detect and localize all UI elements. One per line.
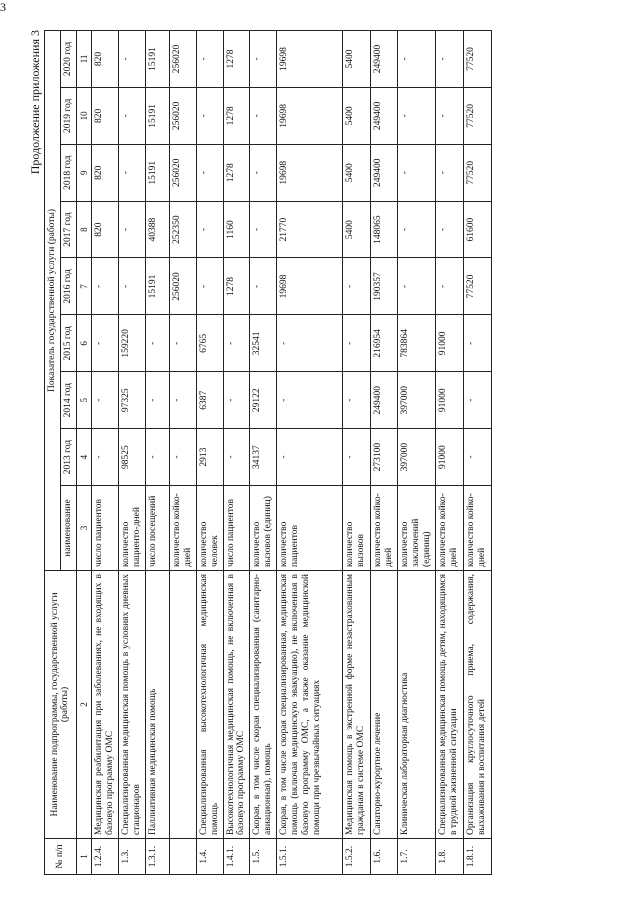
value-cell: 21770 xyxy=(277,201,343,258)
table-row xyxy=(196,31,223,875)
indicator-name-cell: количество человек xyxy=(196,486,223,571)
indicator-name-cell: число пациентов xyxy=(223,486,250,571)
year-header: 2015 год xyxy=(60,315,76,372)
column-number: 6 xyxy=(76,315,91,372)
year-header: 2016 год xyxy=(60,258,76,315)
value-cell: - xyxy=(196,201,223,258)
value-cell: 1160 xyxy=(223,201,250,258)
value-cell: - xyxy=(145,429,169,486)
value-cell: - xyxy=(435,201,463,258)
value-cell: 159220 xyxy=(119,315,146,372)
program-name-cell: Скорая, в том числе скорая специализированная (санитарно-авиационная), помощь xyxy=(250,571,277,839)
table-row xyxy=(343,31,371,875)
value-cell: 15191 xyxy=(145,258,169,315)
value-cell: - xyxy=(435,144,463,201)
value-cell: - xyxy=(398,201,436,258)
table-row xyxy=(92,31,119,875)
row-number-cell: 1.3. xyxy=(119,839,146,875)
year-header: 2020 год xyxy=(60,31,76,88)
value-cell: 91000 xyxy=(435,429,463,486)
value-cell: 15191 xyxy=(145,87,169,144)
value-cell: - xyxy=(119,144,146,201)
value-cell: - xyxy=(250,258,277,315)
program-name-cell: Специализированная медицинская помощь детям, находящимся в трудной жизненной ситуации xyxy=(435,571,463,839)
column-number: 7 xyxy=(76,258,91,315)
column-number: 3 xyxy=(76,486,91,571)
value-cell: - xyxy=(250,201,277,258)
value-cell: 273100 xyxy=(371,429,398,486)
table-body xyxy=(92,31,492,875)
value-cell: - xyxy=(435,87,463,144)
table-row xyxy=(169,31,196,875)
value-cell: 29122 xyxy=(250,372,277,429)
indicator-name-cell: число пациентов xyxy=(92,486,119,571)
row-number-cell: 1.8.1. xyxy=(463,839,491,875)
value-cell: - xyxy=(196,87,223,144)
year-header: 2017 год xyxy=(60,201,76,258)
value-cell: 249400 xyxy=(371,87,398,144)
col-name-header: наименование xyxy=(60,486,76,571)
value-cell: - xyxy=(250,31,277,88)
page-number: 3 xyxy=(0,0,6,14)
value-cell: 1278 xyxy=(223,87,250,144)
year-header: 2018 год xyxy=(60,144,76,201)
value-cell: 15191 xyxy=(145,144,169,201)
program-name-cell: Организация круглосуточного приема, содержания, выхаживания и воспитания детей xyxy=(463,571,491,839)
continuation-label: Продолжение приложения 3 xyxy=(28,30,42,175)
indicator-name-cell: количество пациенто-дней xyxy=(119,486,146,571)
indicator-name-cell: количество заключений (единиц) xyxy=(398,486,436,571)
column-number: 4 xyxy=(76,429,91,486)
value-cell: 77520 xyxy=(463,144,491,201)
column-number: 11 xyxy=(76,31,91,88)
indicator-name-cell: количество койко-дней xyxy=(463,486,491,571)
value-cell: 397000 xyxy=(398,372,436,429)
value-cell: - xyxy=(196,258,223,315)
value-cell: - xyxy=(277,429,343,486)
value-cell: - xyxy=(223,372,250,429)
indicator-name-cell: количество вызовов xyxy=(343,486,371,571)
value-cell: 216954 xyxy=(371,315,398,372)
table-row xyxy=(371,31,398,875)
value-cell: 77520 xyxy=(463,258,491,315)
value-cell: - xyxy=(250,144,277,201)
value-cell: - xyxy=(119,87,146,144)
value-cell: 5400 xyxy=(343,201,371,258)
value-cell: 256020 xyxy=(169,258,196,315)
value-cell: 820 xyxy=(92,87,119,144)
value-cell: - xyxy=(92,258,119,315)
indicator-name-cell: количество пациентов xyxy=(277,486,343,571)
indicator-name-cell: количество вызовов (единиц) xyxy=(250,486,277,571)
value-cell: - xyxy=(343,258,371,315)
value-cell: 397000 xyxy=(398,429,436,486)
value-cell: - xyxy=(343,372,371,429)
table-row xyxy=(463,31,491,875)
value-cell: - xyxy=(463,315,491,372)
value-cell: 256020 xyxy=(169,144,196,201)
value-cell: - xyxy=(343,315,371,372)
value-cell: 249400 xyxy=(371,31,398,88)
value-cell: 820 xyxy=(92,31,119,88)
value-cell: 820 xyxy=(92,201,119,258)
table-row xyxy=(223,31,250,875)
value-cell: 15191 xyxy=(145,31,169,88)
value-cell: 77520 xyxy=(463,31,491,88)
year-header: 2019 год xyxy=(60,87,76,144)
value-cell: - xyxy=(435,258,463,315)
value-cell: - xyxy=(463,372,491,429)
value-cell: - xyxy=(119,31,146,88)
table-row xyxy=(145,31,169,875)
value-cell: - xyxy=(398,144,436,201)
value-cell: - xyxy=(435,31,463,88)
program-name-cell: Скорая, в том числе скорая специализированная, медицинская помощь (включая медицинскую эвакуацию), не включенная в базовую программу ОМС, а также оказание медицинской помощи при чрезвычайных ситуациях xyxy=(277,571,343,839)
row-number-cell: 1.4.1. xyxy=(223,839,250,875)
value-cell: - xyxy=(169,315,196,372)
year-header: 2013 год xyxy=(60,429,76,486)
value-cell: 1278 xyxy=(223,31,250,88)
year-header: 2014 год xyxy=(60,372,76,429)
value-cell: - xyxy=(145,315,169,372)
value-cell: 256020 xyxy=(169,87,196,144)
table-row xyxy=(277,31,343,875)
value-cell: - xyxy=(169,429,196,486)
value-cell: - xyxy=(223,429,250,486)
program-name-cell: Санаторно-курортное лечение xyxy=(371,571,398,839)
column-number: 9 xyxy=(76,144,91,201)
table-row xyxy=(435,31,463,875)
value-cell: 252350 xyxy=(169,201,196,258)
row-number-cell xyxy=(169,839,196,875)
value-cell: 77520 xyxy=(463,87,491,144)
value-cell: 249400 xyxy=(371,372,398,429)
value-cell: 783864 xyxy=(398,315,436,372)
value-cell: 2913 xyxy=(196,429,223,486)
row-number-cell: 1.3.1. xyxy=(145,839,169,875)
program-name-cell: Паллиативная медицинская помощь xyxy=(145,571,169,839)
value-cell: 190357 xyxy=(371,258,398,315)
col-number-header: № п/п xyxy=(45,839,77,875)
table-row xyxy=(398,31,436,875)
indicator-name-cell: количество койко-дней xyxy=(371,486,398,571)
program-name-cell: Специализированная высокотехнологичная медицинская помощь xyxy=(196,571,223,839)
value-cell: 5400 xyxy=(343,144,371,201)
value-cell: 5400 xyxy=(343,31,371,88)
table-row xyxy=(119,31,146,875)
value-cell: 249400 xyxy=(371,144,398,201)
value-cell: 19698 xyxy=(277,31,343,88)
row-number-cell: 1.8. xyxy=(435,839,463,875)
value-cell: - xyxy=(92,372,119,429)
table-row xyxy=(250,31,277,875)
indicator-name-cell: число посещений xyxy=(145,486,169,571)
value-cell: 91000 xyxy=(435,372,463,429)
value-cell: 820 xyxy=(92,144,119,201)
value-cell: - xyxy=(223,315,250,372)
value-cell: 97325 xyxy=(119,372,146,429)
program-name-cell: Специализированная медицинская помощь в условиях дневных стационаров xyxy=(119,571,146,839)
value-cell: - xyxy=(398,87,436,144)
value-cell: 6387 xyxy=(196,372,223,429)
row-number-cell: 1.4. xyxy=(196,839,223,875)
rotated-page xyxy=(28,30,616,875)
value-cell: 19698 xyxy=(277,258,343,315)
column-number: 2 xyxy=(76,571,91,839)
value-cell: - xyxy=(119,258,146,315)
value-cell: 91000 xyxy=(435,315,463,372)
value-cell: - xyxy=(463,429,491,486)
indicators-table xyxy=(44,30,492,875)
value-cell: 98525 xyxy=(119,429,146,486)
value-cell: 32541 xyxy=(250,315,277,372)
program-name-cell xyxy=(169,571,196,839)
row-number-cell: 1.2.4. xyxy=(92,839,119,875)
indicator-name-cell: количество койко-дней xyxy=(169,486,196,571)
value-cell: 19698 xyxy=(277,87,343,144)
value-cell: 34137 xyxy=(250,429,277,486)
value-cell: 256020 xyxy=(169,31,196,88)
value-cell: 1278 xyxy=(223,144,250,201)
value-cell: 61600 xyxy=(463,201,491,258)
value-cell: - xyxy=(277,372,343,429)
value-cell: - xyxy=(398,31,436,88)
value-cell: 40388 xyxy=(145,201,169,258)
value-cell: - xyxy=(277,315,343,372)
program-name-cell: Медицинская реабилитация при заболеваниях, не входящих в базовую программу ОМС xyxy=(92,571,119,839)
value-cell: - xyxy=(196,144,223,201)
value-cell: - xyxy=(92,315,119,372)
value-cell: - xyxy=(196,31,223,88)
value-cell: - xyxy=(343,429,371,486)
column-number: 1 xyxy=(76,839,91,875)
value-cell: 5400 xyxy=(343,87,371,144)
value-cell: 1278 xyxy=(223,258,250,315)
value-cell: - xyxy=(398,258,436,315)
row-number-cell: 1.7. xyxy=(398,839,436,875)
value-cell: - xyxy=(250,87,277,144)
value-cell: - xyxy=(119,201,146,258)
value-cell: 19698 xyxy=(277,144,343,201)
indicator-group-header: Показатель государственной услуги (работы) xyxy=(45,31,61,571)
value-cell: 148065 xyxy=(371,201,398,258)
column-number: 5 xyxy=(76,372,91,429)
value-cell: - xyxy=(92,429,119,486)
indicator-name-cell: количество койко-дней xyxy=(435,486,463,571)
row-number-cell: 1.5.1. xyxy=(277,839,343,875)
value-cell: 6765 xyxy=(196,315,223,372)
program-name-cell: Медицинская помощь в экстренной форме незастрахованным гражданам в системе ОМС xyxy=(343,571,371,839)
column-number: 8 xyxy=(76,201,91,258)
row-number-cell: 1.5.2. xyxy=(343,839,371,875)
value-cell: - xyxy=(169,372,196,429)
program-name-cell: Клиническая лабораторная диагностика xyxy=(398,571,436,839)
program-name-cell: Высокотехнологичная медицинская помощь, не включенная в базовую программу ОМС xyxy=(223,571,250,839)
col-program-header: Наименование подпрограммы, государственной услуги (работы) xyxy=(45,571,77,839)
row-number-cell: 1.5. xyxy=(250,839,277,875)
column-number: 10 xyxy=(76,87,91,144)
row-number-cell: 1.6. xyxy=(371,839,398,875)
value-cell: - xyxy=(145,372,169,429)
column-numbers-row xyxy=(76,31,91,875)
